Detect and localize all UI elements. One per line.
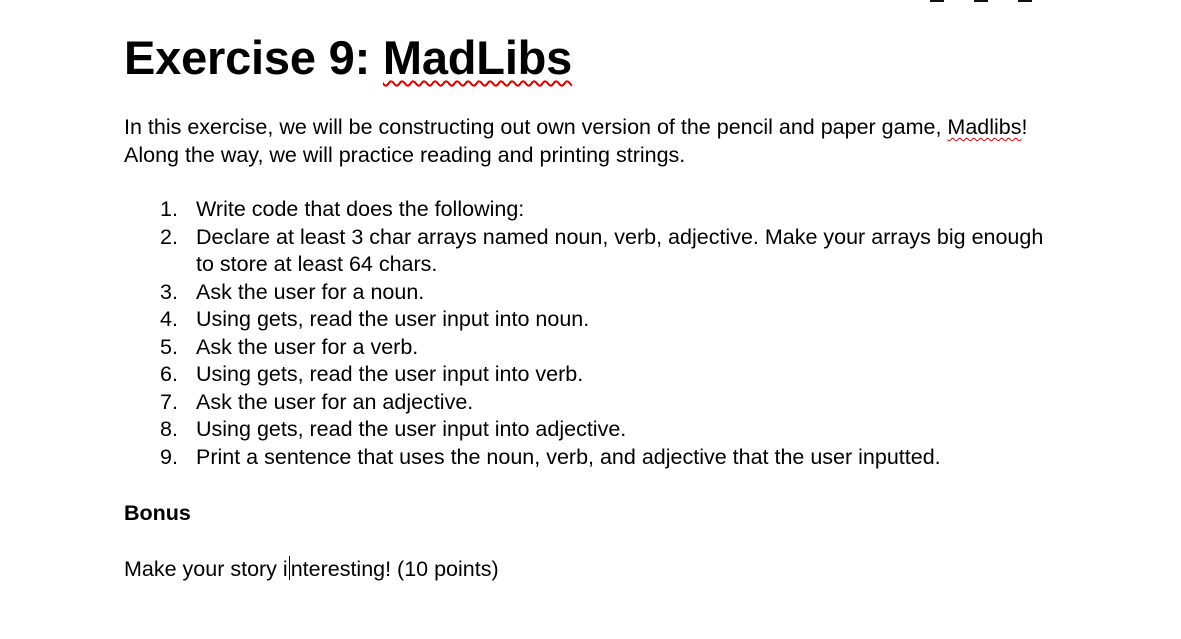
list-number: 1. bbox=[160, 197, 178, 221]
list-item bbox=[160, 389, 1060, 417]
list-number: 2. bbox=[160, 224, 178, 249]
intro-text-part2: ! Along the way, we will practice reading and printing strings. bbox=[124, 115, 1028, 167]
bonus-paragraph bbox=[124, 555, 499, 583]
list-text: Ask the user for a noun. bbox=[196, 279, 425, 304]
title-prefix: Exercise 9: bbox=[124, 31, 383, 84]
list-number: 4. bbox=[160, 307, 178, 331]
list-item bbox=[160, 306, 1060, 334]
bonus-heading: Bonus bbox=[124, 501, 191, 525]
list-text: Ask the user for an adjective. bbox=[196, 389, 474, 414]
text-cursor bbox=[289, 556, 290, 580]
list-number: 6. bbox=[160, 362, 178, 386]
steps-list bbox=[160, 196, 1060, 471]
list-text: Declare at least 3 char arrays named noun, verb, adjective. Make your arrays big enough to store at least 64 chars. bbox=[196, 224, 1044, 276]
list-item bbox=[160, 334, 1060, 362]
list-item bbox=[160, 279, 1060, 307]
list-number: 7. bbox=[160, 389, 178, 414]
list-text: Write code that does the following: bbox=[196, 197, 525, 221]
title-misspelled-word[interactable]: MadLibs bbox=[382, 31, 573, 84]
list-number: 9. bbox=[160, 444, 178, 469]
list-item bbox=[160, 224, 1060, 279]
list-number: 3. bbox=[160, 279, 178, 304]
list-text: Ask the user for a verb. bbox=[196, 334, 419, 359]
bonus-text-before-caret: Make your story i bbox=[124, 557, 288, 581]
page-title bbox=[124, 30, 572, 86]
list-number: 5. bbox=[160, 334, 178, 359]
bonus-text-after-caret: nteresting! (10 points) bbox=[290, 557, 499, 581]
intro-text-part1: In this exercise, we will be constructing out own version of the pencil and paper game, bbox=[124, 115, 948, 139]
list-item bbox=[160, 416, 1060, 444]
intro-misspelled-word[interactable]: Madlibs bbox=[947, 115, 1022, 139]
list-text: Using gets, read the user input into noun. bbox=[196, 307, 590, 331]
list-item bbox=[160, 196, 1060, 224]
list-item bbox=[160, 444, 1060, 472]
intro-paragraph bbox=[124, 113, 1084, 169]
list-text: Print a sentence that uses the noun, verb, and adjective that the user inputted. bbox=[196, 444, 941, 469]
list-text: Using gets, read the user input into adjective. bbox=[196, 417, 627, 441]
list-item bbox=[160, 361, 1060, 389]
clipped-text-fragment bbox=[930, 0, 1070, 2]
list-number: 8. bbox=[160, 417, 178, 441]
list-text: Using gets, read the user input into verb. bbox=[196, 362, 584, 386]
